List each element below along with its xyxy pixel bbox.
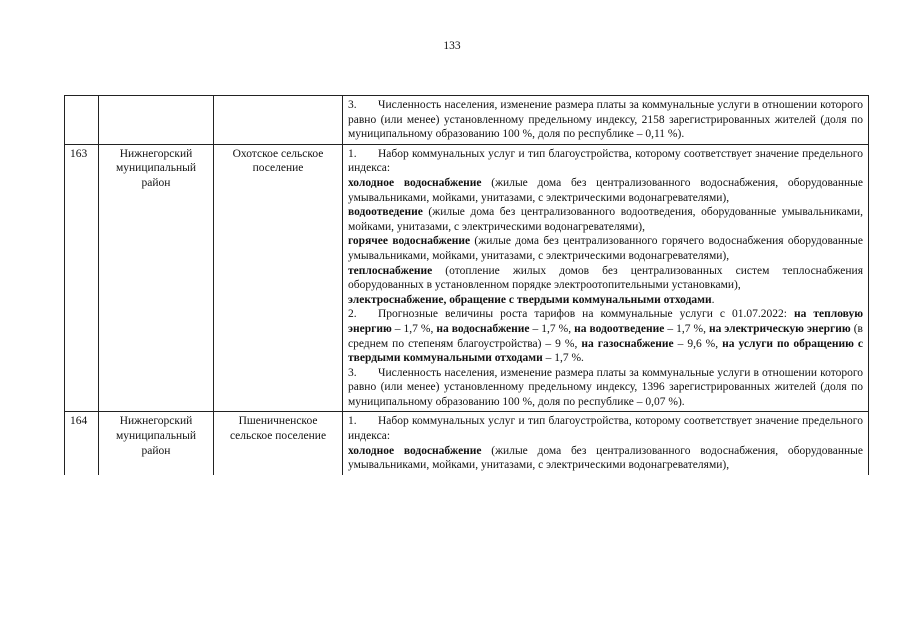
service-desc: (жилые дома без централизованного горячего водоснабжения оборудованные умывальниками, мойками, унитазами, с электрическими водонагревателями), [348,235,863,262]
service-drainage [348,205,863,234]
tariff-value: – 1,7 %, [664,322,709,335]
table-row [65,96,869,145]
service-name: водоотведение [348,206,423,219]
paragraph-item-3 [348,98,863,142]
service-desc: (жилые дома без централизованного водоснабжения, оборудованные умывальниками, мойками, унитазами, с электрическими водонагревателями), [348,176,863,204]
district-cell: Нижнегорский муниципальный район [99,412,214,475]
paragraph-item-3 [348,366,863,410]
service-name: горячее водоснабжение [348,235,471,248]
item-text: Прогнозные величины роста тарифов на коммунальные услуги с 01.07.2022: [378,308,787,321]
paragraph-item-2 [348,307,863,365]
tariff-value: – 1,7 %, [529,322,575,335]
service-name: холодное водоснабжение [348,176,482,189]
item-text: Численность населения, изменение размера платы за коммунальные услуги в отношении которого равно (или менее) установленному предельному индексу, 1396 зарегистрированных жителей (доля по муниципальному образованию 100 %, доля по республике – 0,07 %). [348,366,863,408]
item-text: Численность населения, изменение размера платы за коммунальные услуги в отношении которого равно (или менее) установленному предельному индексу, 2158 зарегистрированных жителей (доля по муниципальному образованию 100 %, доля по республике – 0,11 %). [348,99,863,141]
item-number: 1. [348,147,357,160]
item-number: 1. [348,415,357,428]
table-row [65,412,869,475]
service-desc: (жилые дома без централизованного водоотведения, оборудованные умывальниками, мойками, унитазами, с электрическими водонагревателями), [348,206,863,233]
tariff-name: на электрическую энергию [708,322,851,335]
tariff-name: на услуги по обращению с твердыми коммунальными отходами [348,337,863,365]
tariff-value: – 1,7 %, [391,322,437,335]
tariff-value: – 9,6 %, [673,337,723,350]
district-cell: Нижнегорский муниципальный район [99,144,214,412]
service-name: электроснабжение, обращение с твердыми коммунальными отходами [348,293,712,306]
paragraph-item-1 [348,414,863,443]
table-row [65,144,869,412]
settlement-cell: Пшеничненское сельское поселение [214,412,343,475]
item-number: 2. [348,308,357,321]
description-cell [343,96,869,145]
service-cold-water [348,444,863,473]
service-heating [348,264,863,293]
service-name: холодное водоснабжение [348,444,482,457]
row-number-cell: 163 [65,144,99,412]
service-hot-water [348,234,863,263]
item-text: Набор коммунальных услуг и тип благоустройства, которому соответствует значение предельного индекса: [348,415,863,443]
item-text: Набор коммунальных услуг и тип благоустройства, которому соответствует значение предельного индекса: [348,147,863,175]
item-number: 3. [348,366,357,379]
service-desc: . [711,293,715,306]
settlement-cell: Охотское сельское поселение [214,144,343,412]
description-cell [343,412,869,475]
description-cell [343,144,869,412]
page-number: 133 [443,40,461,52]
service-desc: (жилые дома без централизованного водоснабжения, оборудованные умывальниками, мойками, унитазами, с электрическими водонагревателями), [348,444,863,472]
service-cold-water [348,176,863,205]
tariff-value: (в среднем по степеням благоустройства) – 9 %, [348,322,863,350]
item-number: 3. [348,99,357,111]
tariff-name: на водоотведение [574,322,665,335]
settlement-cell [214,96,343,145]
row-number-cell: 164 [65,412,99,475]
tariff-value: – 1,7 %. [542,352,584,365]
tariff-name: на тепловую энергию [348,308,864,335]
district-cell [99,96,214,145]
tariff-name: на водоснабжение [436,322,530,335]
paragraph-item-1 [348,147,863,176]
row-number-cell [65,96,99,145]
municipal-index-table [64,95,869,475]
service-name: теплоснабжение [348,264,433,277]
service-electricity-waste [348,293,863,308]
service-desc: (отопление жилых домов без централизованных систем теплоснабжения оборудованных в установленном порядке электроотопительными установками), [348,264,863,292]
tariff-name: на газоснабжение [581,337,674,350]
